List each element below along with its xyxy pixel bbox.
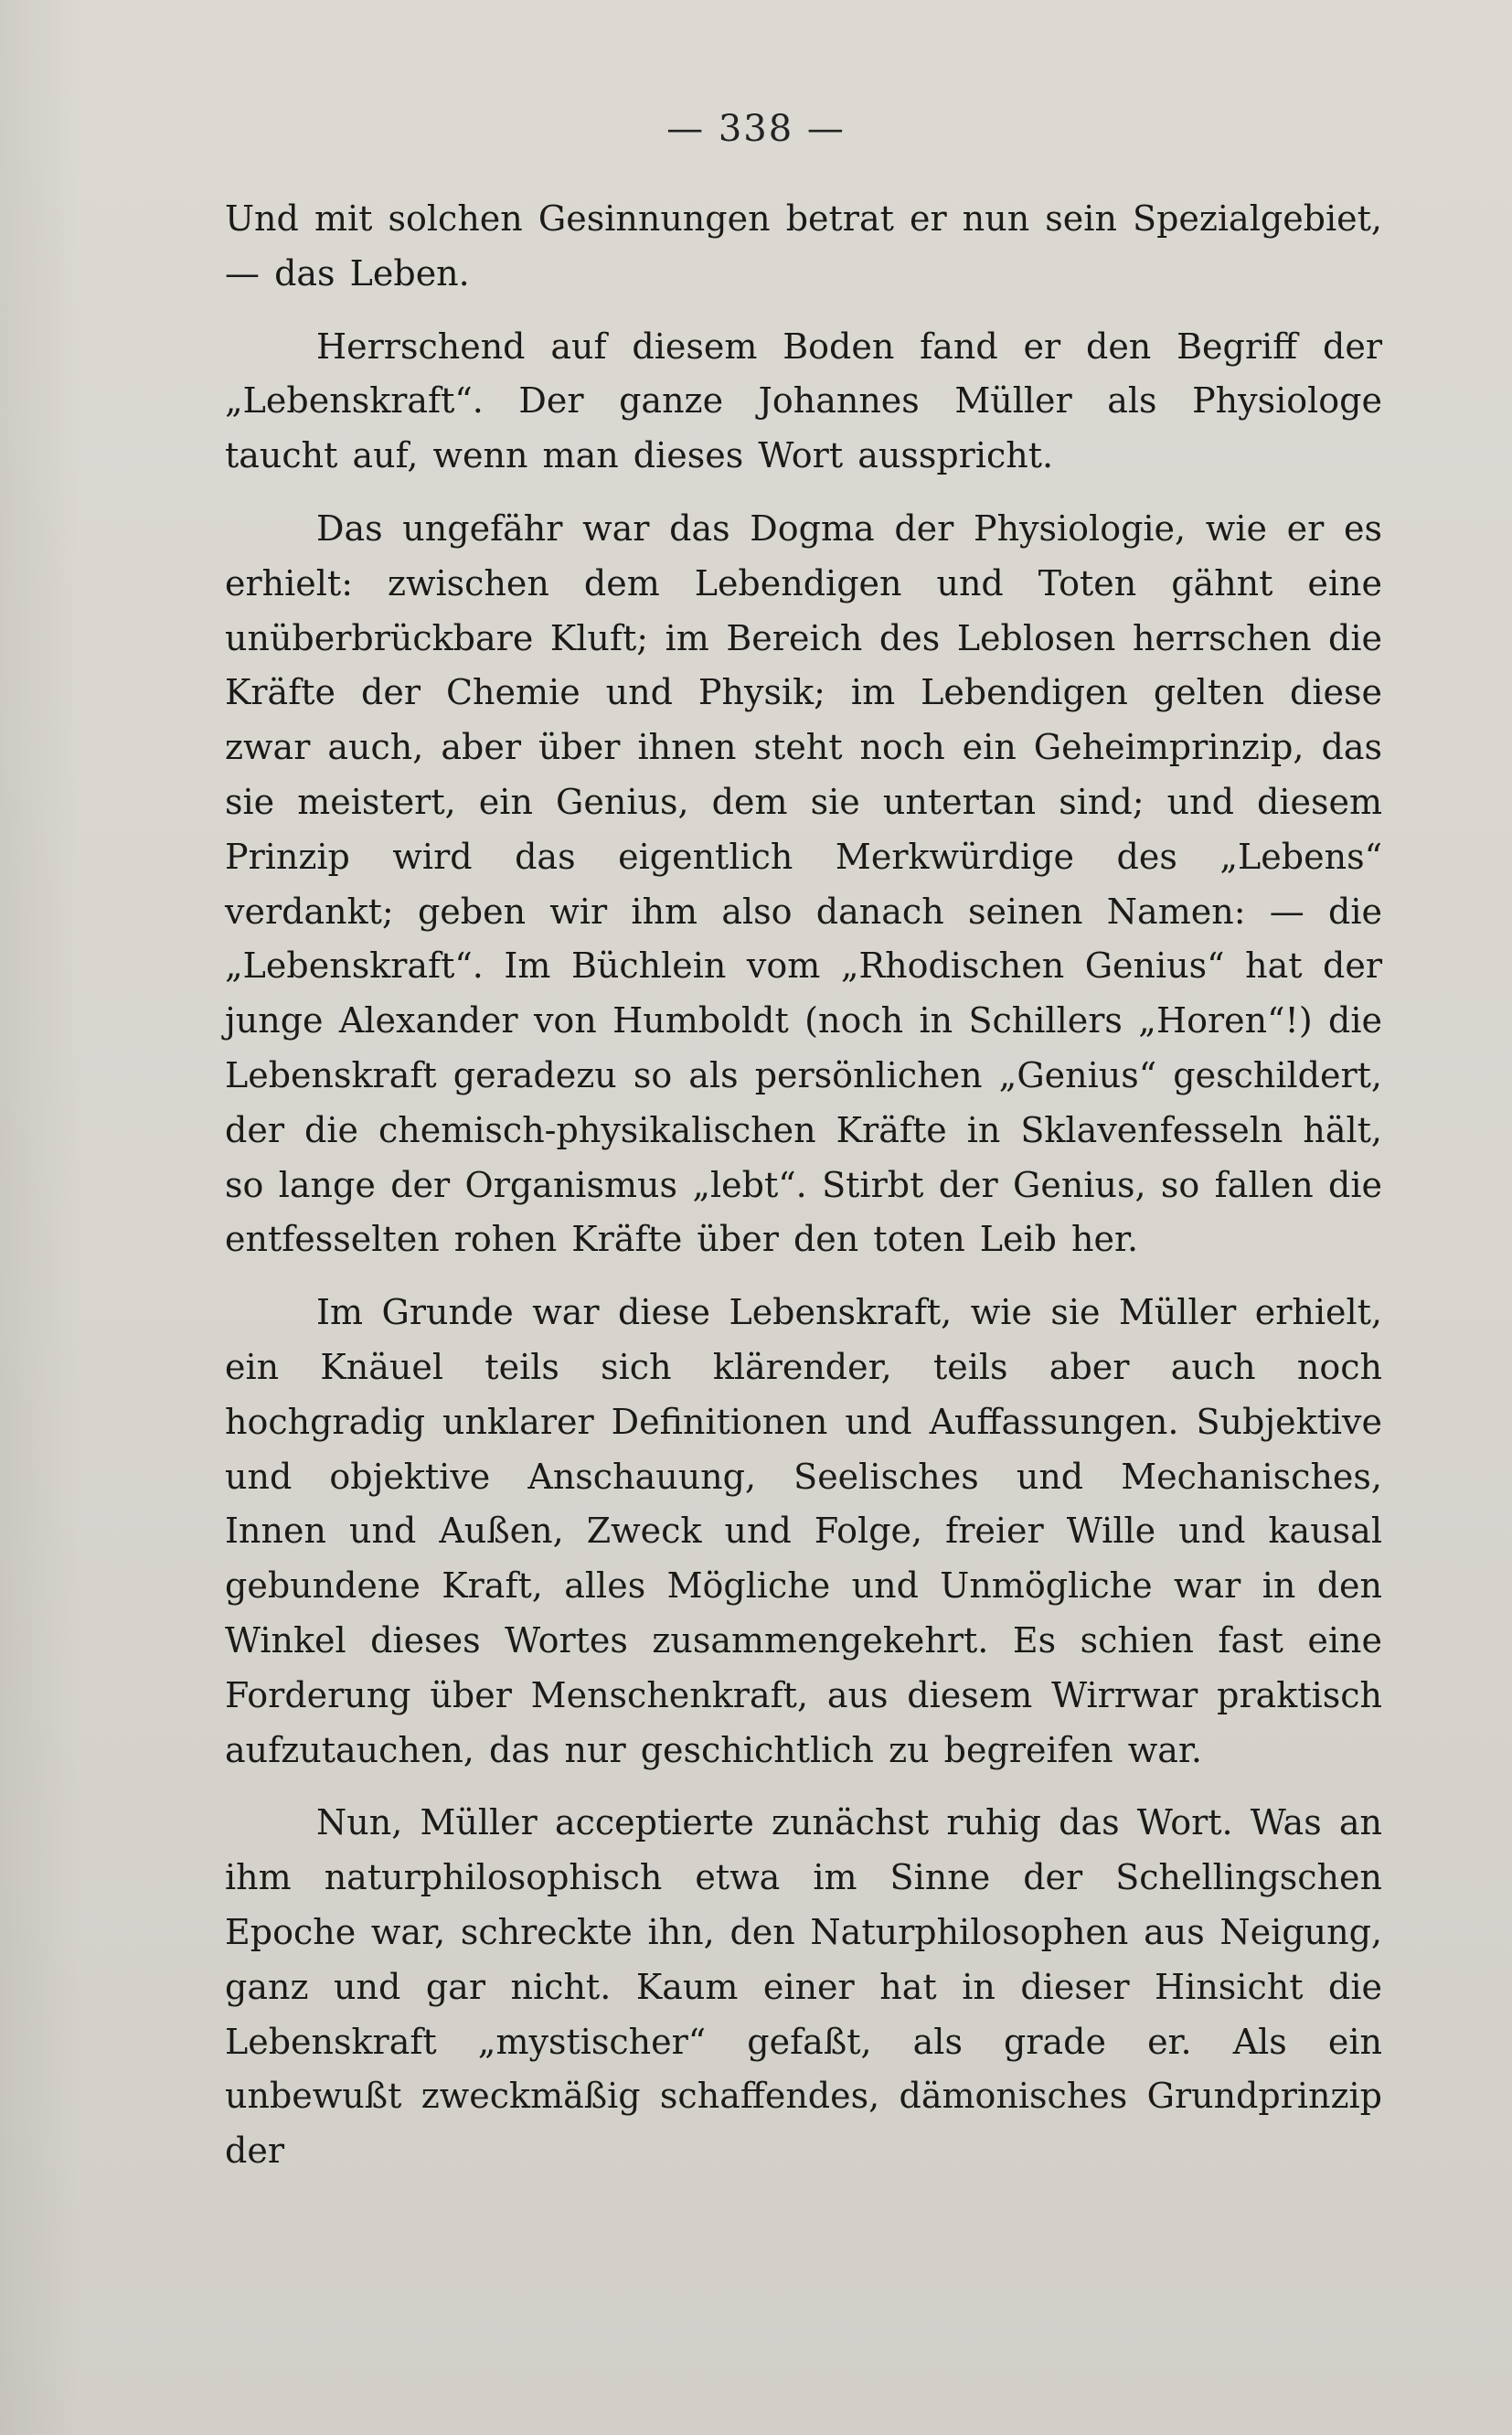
body-text (225, 192, 1382, 2197)
paragraph-5: Nun, Müller acceptierte zunächst ruhig das Wort. Was an ihm naturphilosophisch etwa im Sinne der Schellingschen Epoche war, schreckte ihn, den Naturphilosophen aus Neigung, ganz und gar nicht. Kaum einer hat in dieser Hinsicht die Lebenskraft „mystischer“ gefaßt, als grade er. Als ein unbewußt zweckmäßig schaffendes, dämonisches Grundprinzip der (225, 1802, 1382, 2172)
paragraph-3: Das ungefähr war das Dogma der Physiologie, wie er es erhielt: zwischen dem Lebendigen und Toten gähnt eine unüberbrückbare Kluft; im Bereich des Leblosen herrschen die Kräfte der Chemie und Physik; im Lebendigen gelten diese zwar auch, aber über ihnen steht noch ein Geheimprinzip, das sie meistert, ein Genius, dem sie untertan sind; und diesem Prinzip wird das eigentlich Merkwürdige des „Lebens“ verdankt; geben wir ihm also danach seinen Namen: — die „Lebenskraft“. Im Büchlein vom „Rhodischen Genius“ hat der junge Alexander von Humboldt (noch in Schillers „Horen“!) die Lebenskraft geradezu so als persönlichen „Genius“ geschildert, der die chemisch-physikalischen Kräfte in Sklavenfesseln hält, so lange der Organismus „lebt“. Stirbt der Genius, so fallen die entfesselten rohen Kräfte über den toten Leib her. (225, 507, 1382, 1260)
paragraph-1: Und mit solchen Gesinnungen betrat er nun sein Spezialgebiet, — das Leben. (225, 198, 1382, 294)
page-number: — 338 — (666, 108, 846, 150)
paragraph-2: Herrschend auf diesem Boden fand er den Begriff der „Lebenskraft“. Der ganze Johannes Müller als Physiologe taucht auf, wenn man dieses Wort ausspricht. (225, 326, 1382, 476)
paragraph-4: Im Grunde war diese Lebenskraft, wie sie Müller erhielt, ein Knäuel teils sich klärender, teils aber auch noch hochgradig unklarer Definitionen und Auffassungen. Subjektive und objektive Anschauung, Seelisches und Mechanisches, Innen und Außen, Zweck und Folge, freier Wille und kausal gebundene Kraft, alles Mögliche und Unmögliche war in den Winkel dieses Wortes zusammengekehrt. Es schien fast eine Forderung über Menschenkraft, aus diesem Wirrwar praktisch aufzutauchen, das nur geschichtlich zu begreifen war. (225, 1292, 1382, 1770)
